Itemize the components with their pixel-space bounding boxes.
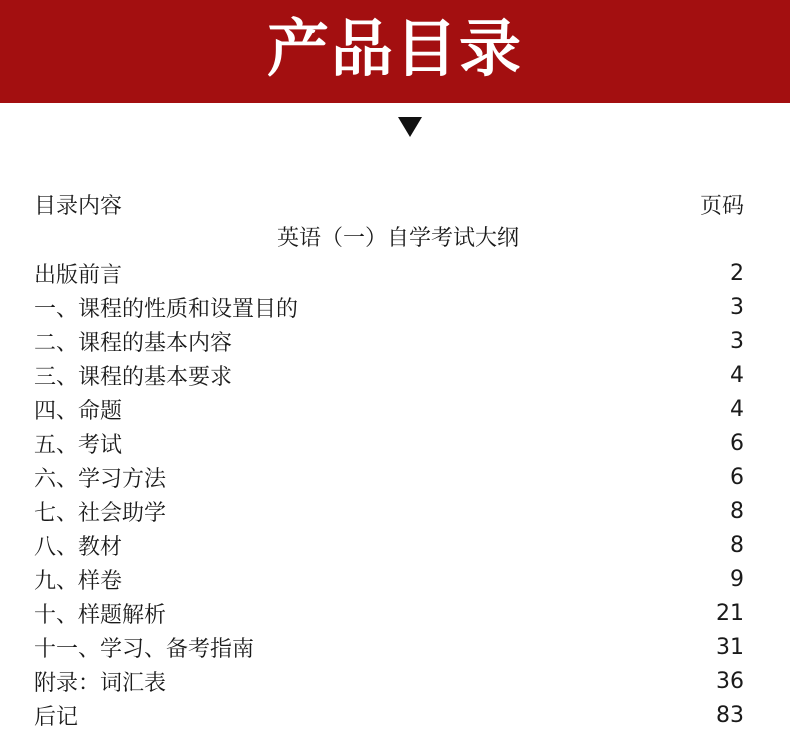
- toc-section-title: 英语（一）自学考试大纲: [276, 226, 519, 251]
- table-of-contents: [34, 186, 744, 732]
- toc-entry-title: 六、学习方法: [34, 466, 167, 492]
- toc-entry: [34, 698, 744, 732]
- toc-entry: [34, 460, 744, 494]
- toc-entry-page: 8: [730, 498, 744, 524]
- title-banner: [0, 0, 790, 103]
- toc-entry-title: 后记: [34, 704, 79, 730]
- toc-entry-title: 十、样题解析: [34, 602, 167, 628]
- toc-entry: [34, 392, 744, 426]
- toc-entry: [34, 358, 744, 392]
- toc-entry-page: 8: [730, 532, 744, 558]
- toc-header: [34, 186, 744, 222]
- toc-entry-title: 出版前言: [34, 262, 123, 288]
- toc-entry-title: 五、考试: [34, 432, 123, 458]
- toc-entry-title: 三、课程的基本要求: [34, 364, 233, 390]
- toc-entry-page: 36: [716, 668, 744, 694]
- toc-header-contents-label: 目录内容: [34, 193, 123, 219]
- toc-entry-title: 八、教材: [34, 534, 123, 560]
- toc-entry-page: 3: [730, 294, 744, 320]
- toc-entry-page: 6: [730, 430, 744, 456]
- toc-entry-page: 6: [730, 464, 744, 490]
- toc-header-page-label: 页码: [699, 193, 744, 219]
- page-title: 产品目录: [266, 11, 523, 85]
- toc-entry: [34, 290, 744, 324]
- toc-entry-title: 七、社会助学: [34, 500, 167, 526]
- toc-entry-title: 九、样卷: [34, 568, 123, 594]
- toc-entry: [34, 494, 744, 528]
- toc-entry: [34, 426, 744, 460]
- toc-entry-page: 4: [730, 396, 744, 422]
- toc-entry-page: 4: [730, 362, 744, 388]
- toc-entry: [34, 664, 744, 698]
- toc-entry: [34, 324, 744, 358]
- toc-entry: [34, 528, 744, 562]
- toc-entry-page: 3: [730, 328, 744, 354]
- toc-entry-title: 附录：词汇表: [34, 670, 167, 696]
- toc-entry-page: 21: [716, 600, 744, 626]
- toc-entry-page: 31: [716, 634, 744, 660]
- toc-entry-title: 四、命题: [34, 398, 123, 424]
- toc-entry: [34, 596, 744, 630]
- toc-entry-title: 一、课程的性质和设置目的: [34, 296, 299, 322]
- toc-entry-title: 十一、学习、备考指南: [34, 636, 255, 662]
- down-triangle-icon: [398, 117, 422, 137]
- toc-entry: [34, 562, 744, 596]
- toc-entry-page: 2: [730, 260, 744, 286]
- toc-entry: [34, 630, 744, 664]
- toc-entry-page: 83: [716, 702, 744, 728]
- toc-entry-title: 二、课程的基本内容: [34, 330, 233, 356]
- toc-entry: [34, 256, 744, 290]
- toc-entry-page: 9: [730, 566, 744, 592]
